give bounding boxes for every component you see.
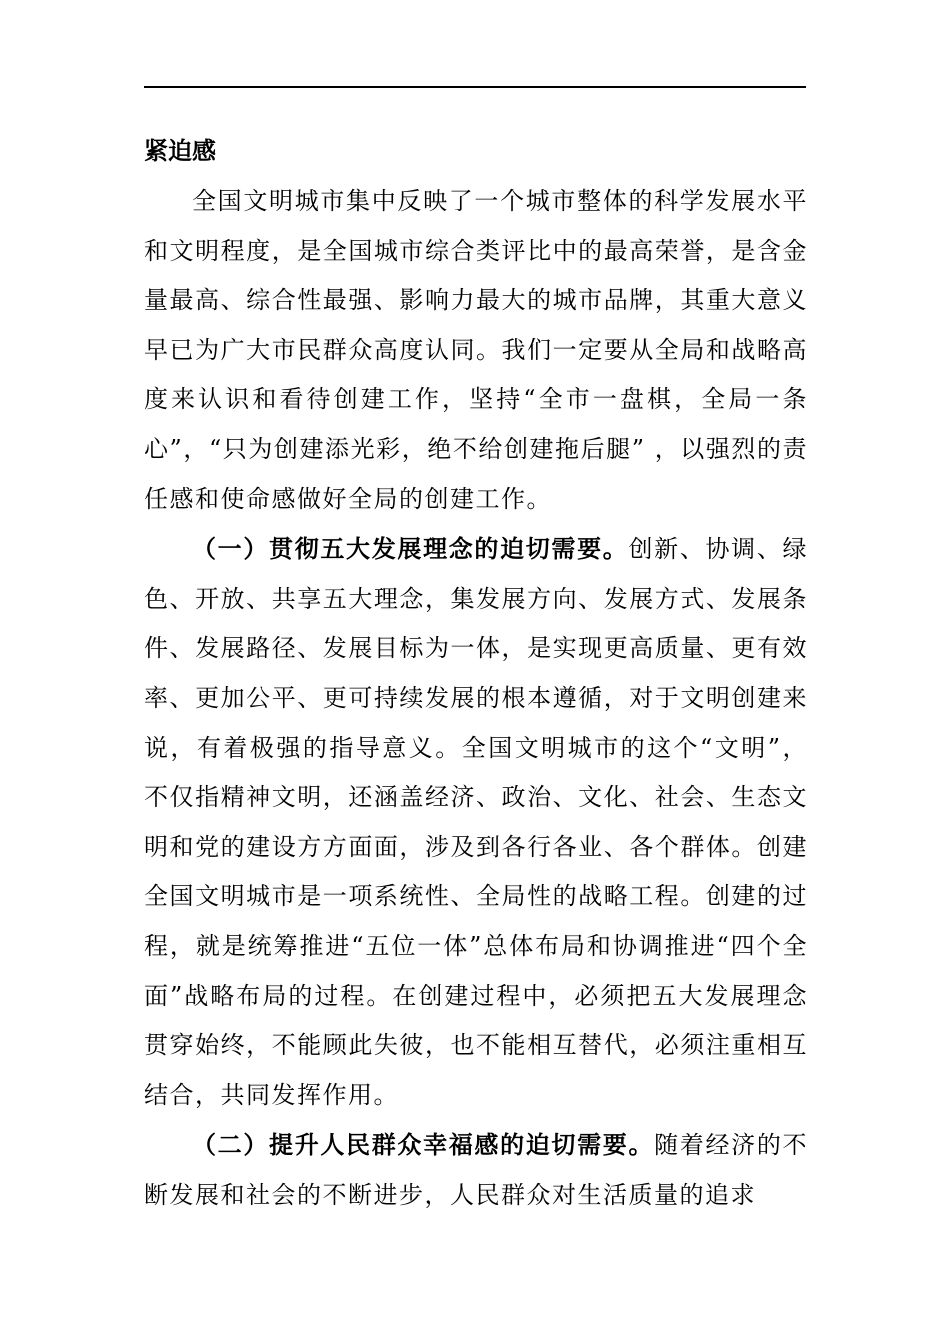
paragraph-lead: （二）提升人民群众幸福感的迫切需要。 (192, 1130, 655, 1160)
paragraph-development-concepts (144, 524, 808, 1120)
paragraph-text: 随着经济的不断发展和社会的不断进步，人民群众对生活质量的追求 (144, 1131, 809, 1209)
paragraph-text: 创新、协调、绿色、开放、共享五大理念，集发展方向、发展方式、发展条件、发展路径、发展目标为一体，是实现更高质量、更有效率、更加公平、更可持续发展的根本遵循，对于文明创建来说，有着极强的指导意义。全国文明城市的这个“文明”，不仅指精神文明，还涵盖经济、政治、文化、社会、生态文明和党的建设方方面面，涉及到各行各业、各个群体。创建全国文明城市是一项系统性、全局性的战略工程。创建的过程，就是统筹推进“五位一体”总体布局和协调推进“四个全面”战略布局的过程。在创建过程中，必须把五大发展理念贯穿始终，不能顾此失彼，也不能相互替代，必须注重相互结合，共同发挥作用。 (144, 535, 809, 1109)
section-heading: 紧迫感 (144, 137, 216, 165)
paragraph-intro (144, 176, 808, 524)
paragraph-text: 全国文明城市集中反映了一个城市整体的科学发展水平和文明程度，是全国城市综合类评比中的最高荣誉，是含金量最高、综合性最强、影响力最大的城市品牌，其重大意义早已为广大市民群众高度认同。我们一定要从全局和战略高度来认识和看待创建工作，坚持“全市一盘棋，全局一条心”，“只为创建添光彩，绝不给创建拖后腿” ，以强烈的责任感和使命感做好全局的创建工作。 (144, 187, 808, 513)
paragraph-lead: （一）贯彻五大发展理念的迫切需要。 (192, 534, 629, 564)
document-body (144, 126, 808, 1220)
paragraph-happiness (144, 1120, 808, 1220)
header-rule (144, 86, 806, 88)
